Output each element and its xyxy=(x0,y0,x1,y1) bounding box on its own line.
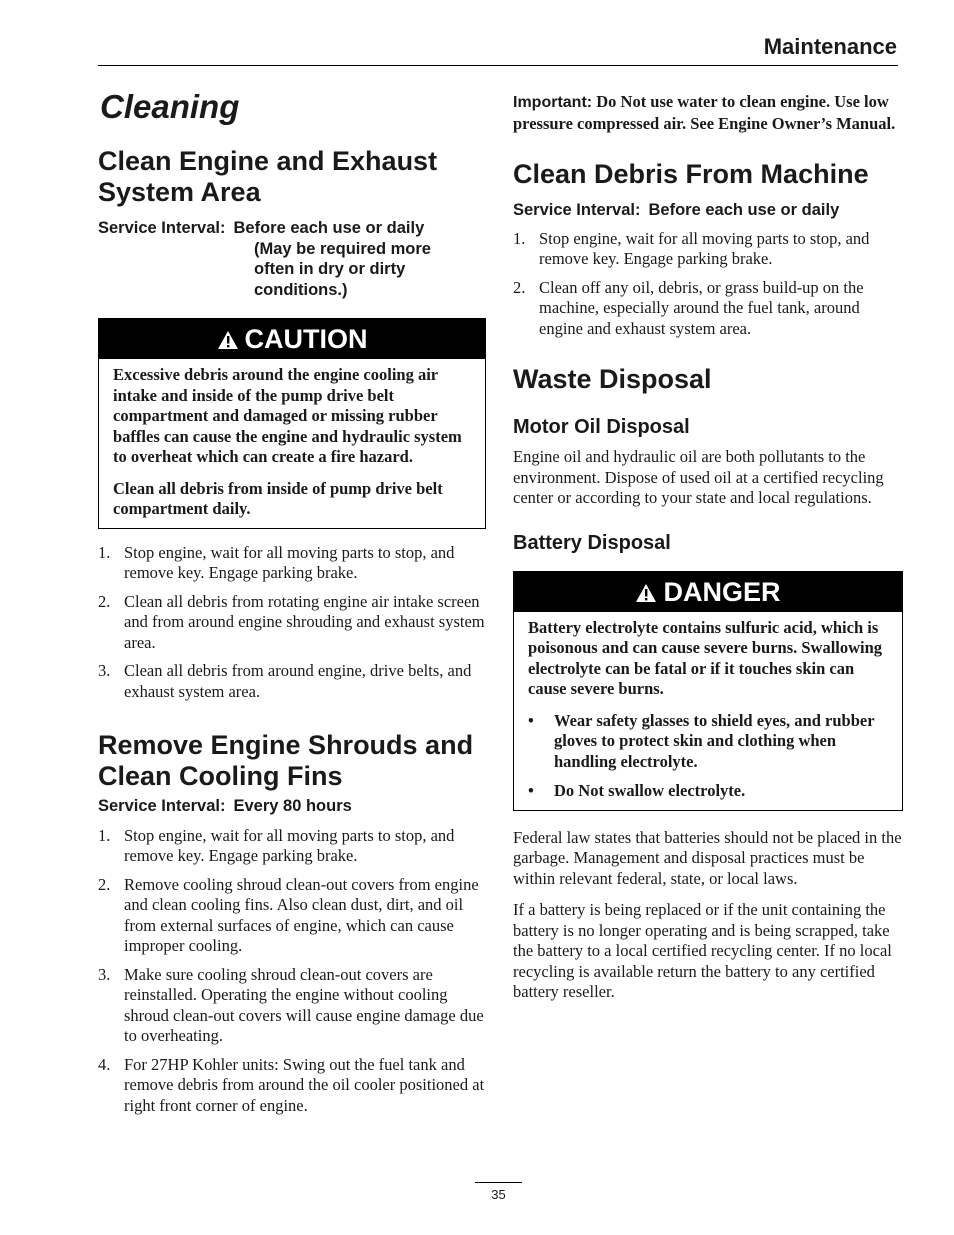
step-text: Clean off any oil, debris, or grass build-up on the machine, especially around the fuel tank, around engine and exhaust system area. xyxy=(539,277,864,338)
list-item xyxy=(98,875,486,957)
important-text: Do Not use water to clean engine. Use low pressure compressed air. See Engine Owner’s Manual. xyxy=(513,92,896,133)
bullet-icon: • xyxy=(528,710,534,730)
list-item xyxy=(98,965,486,1047)
list-item xyxy=(98,1055,486,1117)
service-interval xyxy=(513,200,903,221)
step-text: Stop engine, wait for all moving parts to stop, and remove key. Engage parking brake. xyxy=(539,228,870,268)
section-title-engine-shrouds xyxy=(98,730,486,792)
section-title-line: System Area xyxy=(98,177,261,207)
service-interval-value: Before each use or daily xyxy=(233,219,425,237)
bullet-icon: • xyxy=(528,781,534,800)
step-text: Clean all debris from rotating engine air intake screen and from around engine shrouding and exhaust system area. xyxy=(124,591,485,652)
section-title-line: Remove Engine Shrouds and xyxy=(98,730,474,760)
motor-oil-text: Engine oil and hydraulic oil are both pollutants to the environment. Dispose of used oil at a certified recycling center or according to your state and local regulations. xyxy=(513,447,884,507)
battery-replacement-text: If a battery is being replaced or if the unit containing the battery is no longer operating and is being scrapped, take the battery to a local certified recycling center. If no local recycling is available return the battery to any certified battery reseller. xyxy=(513,900,892,1001)
danger-body xyxy=(514,612,902,810)
service-interval-label: Service Interval: xyxy=(513,201,641,219)
service-interval-label: Service Interval: xyxy=(98,219,226,237)
important-label: Important: xyxy=(513,94,593,111)
step-text: Clean all debris from around engine, drive belts, and exhaust system area. xyxy=(124,661,472,701)
list-item xyxy=(98,592,486,654)
list-item xyxy=(528,711,888,773)
section-header: Maintenance xyxy=(763,34,897,59)
caution-heading: CAUTION xyxy=(244,324,368,354)
step-text: Remove cooling shroud clean-out covers from engine and clean cooling fins. Also clean dust, dirt, and oil from external surfaces of engine, which can cause improper cooling. xyxy=(124,874,479,955)
danger-text: Battery electrolyte contains sulfuric acid, which is poisonous and can cause severe burns. Swallowing electrolyte can be fatal or if it touches skin can cause severe burns. xyxy=(528,617,883,698)
step-list xyxy=(98,826,486,1117)
step-list xyxy=(513,229,903,340)
step-number: 2. xyxy=(98,874,111,894)
page-number: 35 xyxy=(491,1187,506,1202)
warning-triangle-icon xyxy=(217,321,239,361)
list-item xyxy=(98,826,486,867)
list-item xyxy=(513,278,903,340)
page-title: Cleaning xyxy=(100,88,240,125)
list-item xyxy=(98,543,486,584)
service-interval-note xyxy=(98,239,486,301)
section-title-clean-debris: Clean Debris From Machine xyxy=(513,159,869,189)
step-text: Stop engine, wait for all moving parts to stop, and remove key. Engage parking brake. xyxy=(124,542,455,582)
section-title-waste-disposal: Waste Disposal xyxy=(513,364,712,394)
service-interval-value: Every 80 hours xyxy=(233,797,352,815)
caution-header xyxy=(99,319,485,359)
service-interval xyxy=(98,796,486,817)
step-number: 3. xyxy=(98,964,111,984)
danger-header xyxy=(514,572,902,612)
caution-box xyxy=(98,318,486,529)
step-number: 2. xyxy=(513,277,526,297)
step-number: 1. xyxy=(513,228,526,248)
service-interval xyxy=(98,218,486,239)
caution-text: Excessive debris around the engine cooling air intake and inside of the pump drive belt compartment and damaged or missing rubber baffles can cause the engine and hydraulic system to overheat which can create a fire hazard. xyxy=(113,365,462,466)
step-number: 2. xyxy=(98,591,111,611)
left-column xyxy=(98,88,486,1124)
header-divider xyxy=(98,65,898,66)
danger-box xyxy=(513,571,903,811)
step-list xyxy=(98,543,486,703)
step-text: For 27HP Kohler units: Swing out the fuel tank and remove debris from around the oil cooler positioned at right front corner of engine. xyxy=(124,1054,485,1115)
bullet-text: Wear safety glasses to shield eyes, and rubber gloves to protect skin and clothing when handling electrolyte. xyxy=(554,710,875,771)
section-title-line: Clean Cooling Fins xyxy=(98,761,343,791)
danger-heading: DANGER xyxy=(663,576,781,607)
service-interval-value: Before each use or daily xyxy=(648,201,840,219)
step-number: 4. xyxy=(98,1054,111,1074)
list-item xyxy=(513,229,903,270)
list-item xyxy=(98,661,486,702)
service-interval-label: Service Interval: xyxy=(98,797,226,815)
step-number: 3. xyxy=(98,661,111,680)
footer-divider xyxy=(475,1182,522,1183)
warning-triangle-icon xyxy=(635,574,657,614)
bullet-text: Do Not swallow electrolyte. xyxy=(554,781,746,800)
step-number: 1. xyxy=(98,542,111,562)
service-interval-note-line: conditions.) xyxy=(254,280,348,299)
step-text: Stop engine, wait for all moving parts to stop, and remove key. Engage parking brake. xyxy=(124,825,455,865)
subsection-title-battery: Battery Disposal xyxy=(513,531,671,554)
caution-body xyxy=(99,359,485,528)
list-item xyxy=(528,781,888,802)
section-title-line: Clean Engine and Exhaust xyxy=(98,146,438,176)
step-text: Make sure cooling shroud clean-out covers are reinstalled. Operating the engine without cooling shroud clean-out covers will cause engine damage due to overheating. xyxy=(124,964,484,1045)
right-column xyxy=(513,92,903,1003)
section-title-clean-engine xyxy=(98,146,486,208)
step-number: 1. xyxy=(98,825,111,845)
service-interval-note-line: often in dry or dirty xyxy=(254,260,406,278)
danger-bullet-list xyxy=(528,711,888,802)
service-interval-note-line: (May be required more xyxy=(254,239,431,258)
caution-text: Clean all debris from inside of pump drive belt compartment daily. xyxy=(113,478,443,518)
important-note xyxy=(513,92,903,134)
subsection-title-motor-oil: Motor Oil Disposal xyxy=(513,416,690,438)
federal-law-text: Federal law states that batteries should not be placed in the garbage. Management and disposal practices must be within relevant federal, state, or local laws. xyxy=(513,827,902,888)
